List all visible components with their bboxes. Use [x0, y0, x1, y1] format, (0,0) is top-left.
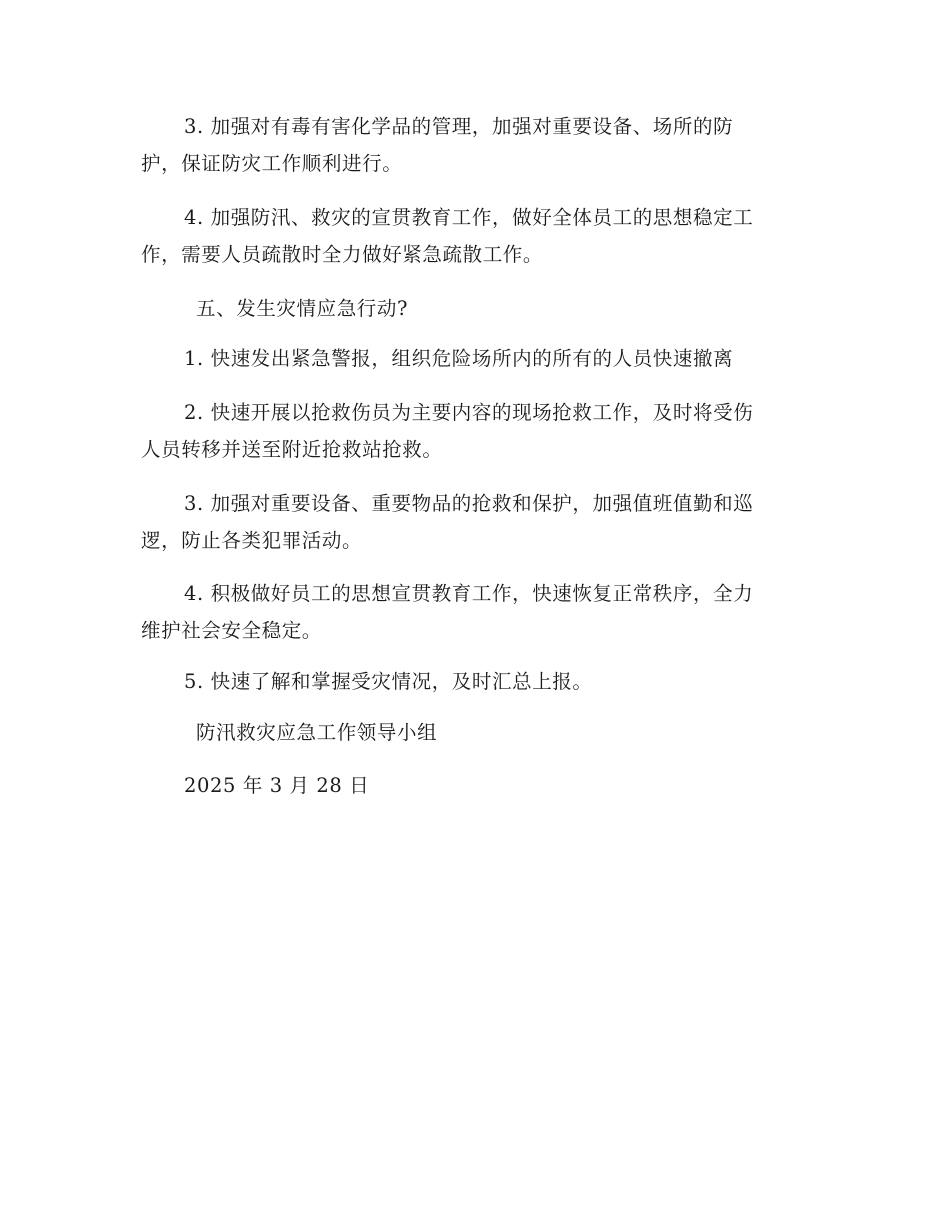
paragraph-line: 1. 快速发出紧急警报，组织危险场所内的所有的人员快速撤离 — [184, 347, 734, 370]
paragraph-item-4-education — [141, 199, 811, 273]
paragraph-line: 5. 快速了解和掌握受灾情况，及时汇总上报。 — [184, 670, 593, 693]
paragraph-item-3-chemicals — [141, 108, 811, 182]
paragraph-line: 维护社会安全稳定。 — [141, 619, 322, 642]
paragraph-line: 护，保证防灾工作顺利进行。 — [141, 152, 403, 175]
paragraph-line: 3. 加强对有毒有害化学品的管理，加强对重要设备、场所的防 — [184, 115, 734, 138]
section-heading-text: 五、发生灾情应急行动? — [196, 297, 409, 320]
signature-text: 防汛救灾应急工作领导小组 — [196, 721, 438, 744]
paragraph-action-2 — [141, 394, 811, 468]
paragraph-action-4 — [141, 575, 811, 649]
paragraph-line: 2. 快速开展以抢救伤员为主要内容的现场抢救工作，及时将受伤 — [184, 401, 754, 424]
paragraph-action-5 — [141, 663, 811, 700]
paragraph-line: 人员转移并送至附近抢救站抢救。 — [141, 438, 443, 461]
paragraph-action-3 — [141, 485, 811, 559]
signature-block — [141, 714, 811, 751]
section-heading — [141, 290, 811, 327]
paragraph-line: 4. 积极做好员工的思想宣贯教育工作，快速恢复正常秩序，全力 — [184, 582, 754, 605]
paragraph-action-1 — [141, 340, 811, 377]
paragraph-line: 4. 加强防汛、救灾的宣贯教育工作，做好全体员工的思想稳定工 — [184, 206, 754, 229]
date-text: 2025 年 3 月 28 日 — [184, 774, 370, 797]
paragraph-line: 作，需要人员疏散时全力做好紧急疏散工作。 — [141, 243, 544, 266]
date-line — [141, 767, 811, 804]
paragraph-line: 3. 加强对重要设备、重要物品的抢救和保护，加强值班值勤和巡 — [184, 492, 754, 515]
paragraph-line: 逻，防止各类犯罪活动。 — [141, 529, 363, 552]
